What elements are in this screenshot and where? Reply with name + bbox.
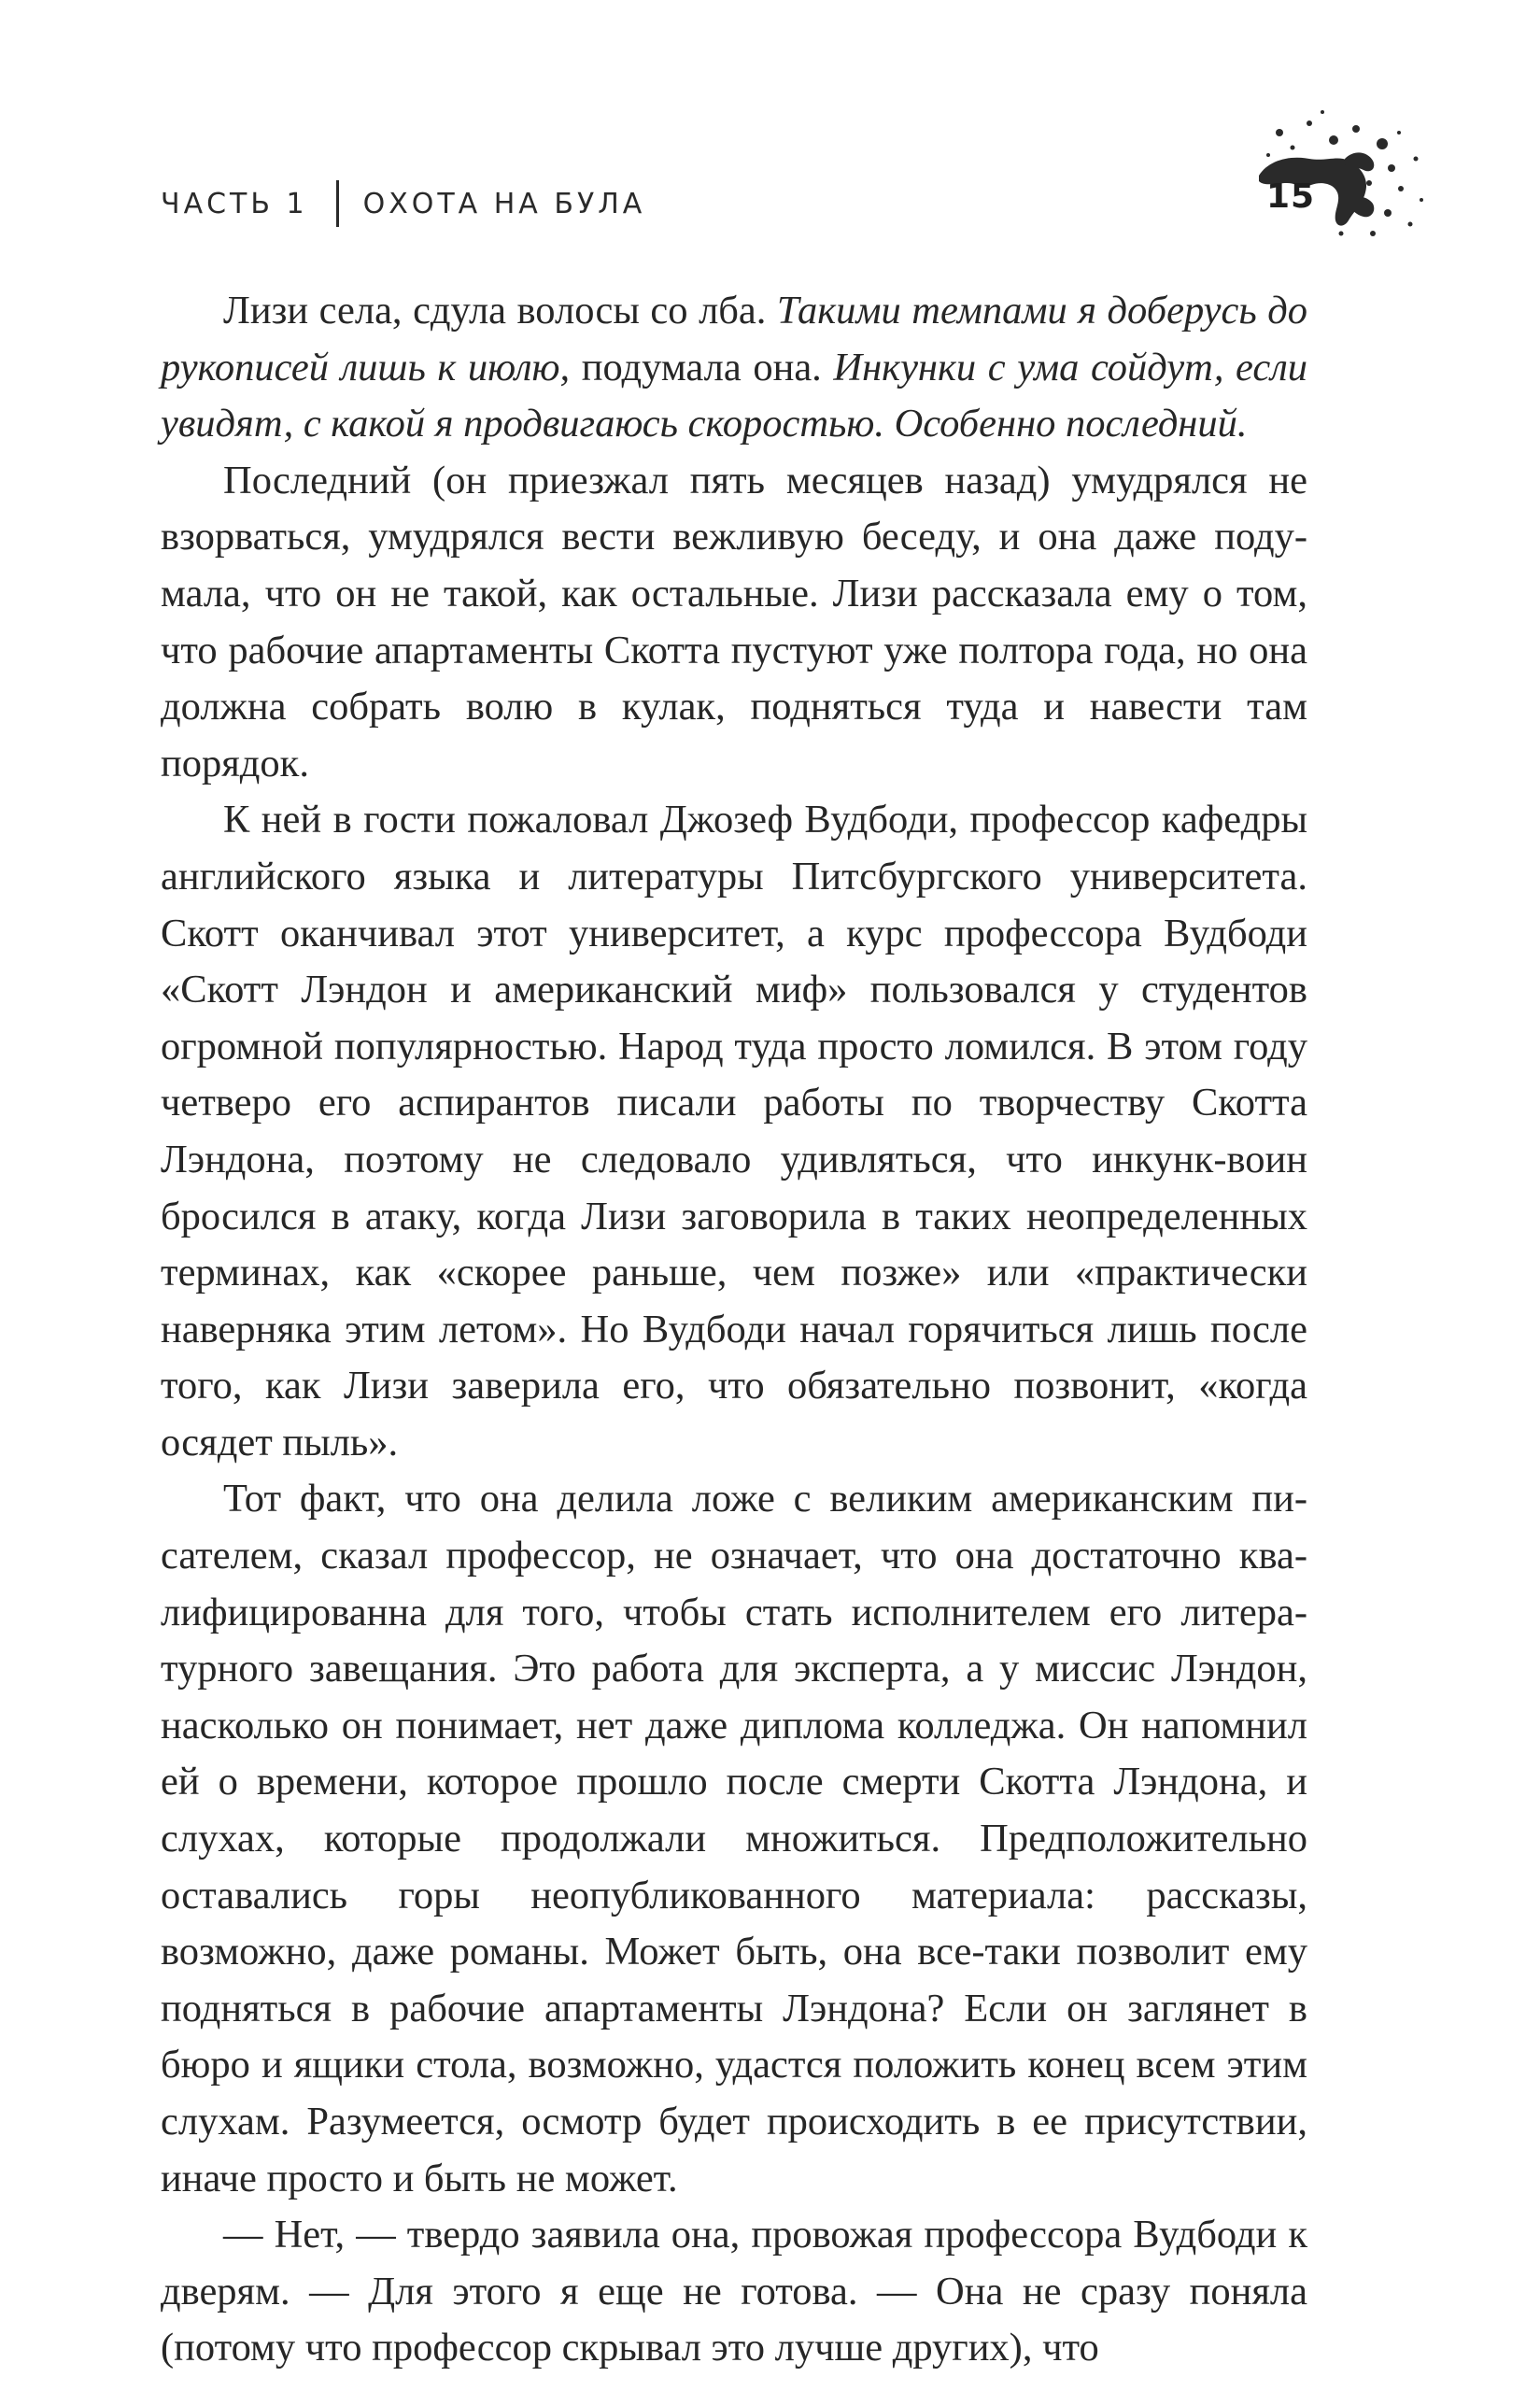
ink-splatter-icon: [1251, 103, 1429, 243]
italic-thought: Инкунки с ума сойдут, если увидят, с какой я продвигаюсь скоростью. Особенно последний.: [161, 345, 1307, 446]
body-text: [161, 283, 1307, 2377]
paragraph: [161, 283, 1307, 453]
text-run: подумала она.: [570, 345, 834, 389]
running-header: [161, 176, 645, 232]
paragraph: Тот факт, что она делила ложе с великим американским писателем, сказал профессор, не означает, что она достаточно квалифицированна для того, чтобы стать исполнителем его литературного завещания. Это работа для эксперта, а у миссис Лэндон, насколько он понимает, нет даже диплома колледжа. Он напомнил ей о времени, которое прошло после смерти Скотта Лэндона, и слухах, которые продолжали множиться. Предположительно оставались горы неопубликованного материала: рассказы, возможно, даже романы. Может быть, она все-таки позволит ему подняться в рабочие апартаменты Лэндона? Если он заглянет в бюро и ящики стола, возможно, удастся положить конец всем этим слухам. Разумеется, осмотр будет происходить в ее присутствии, иначе просто и быть не может.: [161, 1477, 1307, 2200]
page-number: 15: [1266, 177, 1316, 216]
italic-thought: Такими темпами я доберусь до рукописей лишь к июлю,: [161, 289, 1307, 389]
section-title: ОХОТА НА БУЛА: [362, 187, 646, 220]
text-run: Лизи села, сдула волосы со лба.: [223, 289, 777, 332]
paragraph: К ней в гости пожаловал Джозеф Вудбоди, профессор кафедры английского языка и литературы Питсбургского университета. Скотт оканчивал этот университет, а курс профессора Вудбоди «Скотт Лэндон и американский миф» пользовался у студентов огромной популярностью. Народ туда просто ломился. В этом году четверо его аспирантов писали работы по творчеству Скотта Лэндона, поэтому не следовало удивляться, что инкунк-воин бросился в атаку, когда Лизи заговорила в таких неопределенных терминах, как «скорее раньше, чем позже» или «практически наверняка этим летом». Но Вудбоди начал горячиться лишь после того, как Лизи заверила его, что обязательно позвонит, «когда осядет пыль».: [161, 798, 1307, 1464]
part-label: ЧАСТЬ 1: [161, 187, 308, 220]
header-divider: [336, 180, 339, 227]
paragraph: Последний (он приезжал пять месяцев назад) умудрялся не взорваться, умудрялся вести вежливую беседу, и она даже подумала, что он не такой, как остальные. Лизи рассказала ему о том, что рабочие апартаменты Скотта пустуют уже полтора года, но она должна собрать волю в кулак, подняться туда и навести там порядок.: [161, 458, 1307, 785]
paragraph: — Нет, — твердо заявила она, провожая профессора Вудбоди к дверям. — Для этого я еще не готова. — Она не сразу поняла (потому что профессор скрывал это лучше других), что: [161, 2213, 1307, 2370]
